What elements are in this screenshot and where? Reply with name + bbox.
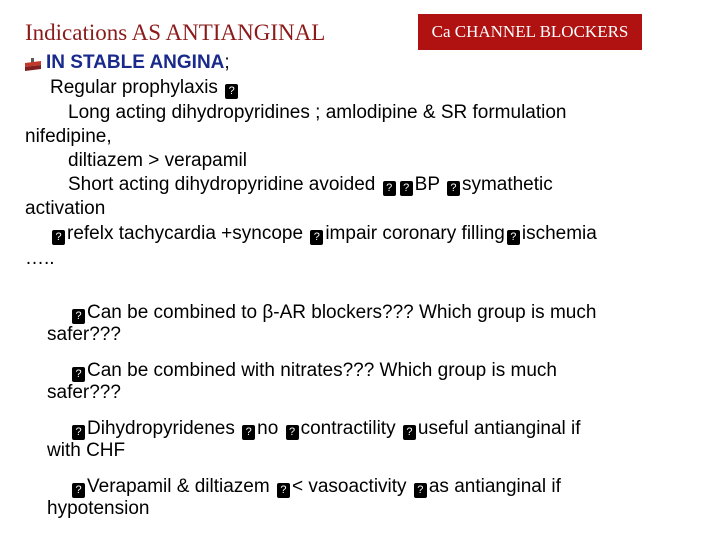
ellipsis-line: ….. (25, 248, 55, 269)
stable-angina-line: IN STABLE ANGINA; (46, 52, 230, 73)
short-acting-line: Short acting dihydropyridine avoided ?? BP ? symathetic (68, 174, 553, 196)
placeholder-symbol-icon (225, 84, 238, 99)
placeholder-symbol-icon (403, 425, 416, 440)
placeholder-symbol-icon (72, 309, 85, 324)
topic-badge: Ca CHANNEL BLOCKERS (418, 14, 642, 50)
placeholder-symbol-icon (72, 367, 85, 382)
bullet-icon (25, 56, 41, 72)
diltiazem-line: diltiazem > verapamil (68, 150, 247, 171)
beta-blocker-question-cont: safer??? (47, 324, 121, 345)
stable-angina-heading: IN STABLE ANGINA (46, 52, 225, 73)
placeholder-symbol-icon (242, 425, 255, 440)
placeholder-symbol-icon (286, 425, 299, 440)
reflex-tachycardia-line: ?refelx tachycardia +syncope ? impair coronary filling? ischemia (50, 223, 597, 245)
placeholder-symbol-icon (277, 483, 290, 498)
verapamil-cont: hypotension (47, 498, 150, 519)
slide-title: Indications AS ANTIANGINAL (25, 20, 326, 45)
beta-blocker-question-line: ?Can be combined to β-AR blockers??? Which group is much (70, 302, 596, 324)
placeholder-symbol-icon (310, 230, 323, 245)
nifedipine-line: nifedipine, (25, 126, 112, 147)
placeholder-symbol-icon (414, 483, 427, 498)
nitrates-question-line: ?Can be combined with nitrates??? Which group is much (70, 360, 557, 382)
placeholder-symbol-icon (400, 181, 413, 196)
activation-line: activation (25, 198, 106, 219)
placeholder-symbol-icon (383, 181, 396, 196)
regular-prophylaxis-line: Regular prophylaxis ? (50, 77, 240, 99)
verapamil-line: ?Verapamil & diltiazem ? < vasoactivity ? as antianginal if (70, 476, 561, 498)
nitrates-question-cont: safer??? (47, 382, 121, 403)
placeholder-symbol-icon (507, 230, 520, 245)
placeholder-symbol-icon (72, 483, 85, 498)
long-acting-line: Long acting dihydropyridines ; amlodipine & SR formulation (68, 102, 567, 123)
dihydropyridines-cont: with CHF (47, 440, 126, 461)
placeholder-symbol-icon (447, 181, 460, 196)
placeholder-symbol-icon (52, 230, 65, 245)
placeholder-symbol-icon (72, 425, 85, 440)
dihydropyridines-line: ?Dihydropyridenes ? no ? contractility ? useful antianginal if (70, 418, 581, 440)
